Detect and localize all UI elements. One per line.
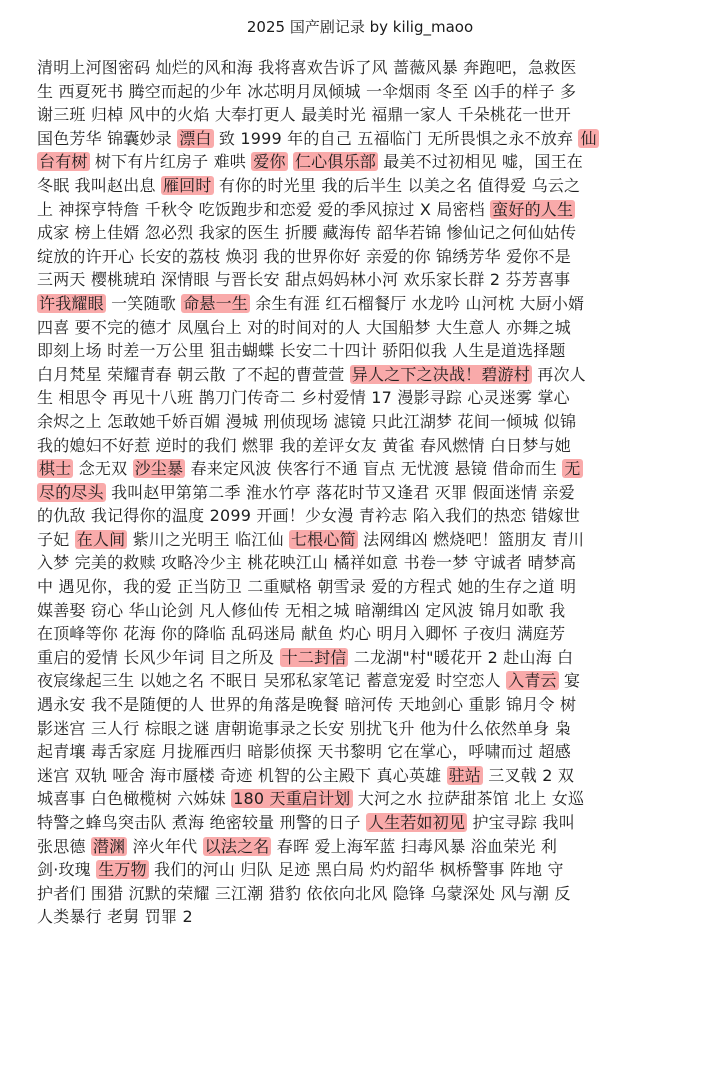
highlighted-title: 台有树 — [39, 152, 88, 172]
highlighted-title: 命悬一生 — [183, 293, 248, 313]
line-text: 淬火年代 — [127, 836, 203, 856]
line-text: 子妃 — [37, 529, 75, 549]
text-line — [37, 740, 691, 764]
line-text: 清明上河图密码 灿烂的风和海 我将喜欢告诉了风 蔷薇风暴 奔跑吧，急救医 — [37, 58, 577, 77]
line-text: 法网缉凶 燃烧吧！篮朋友 青川 — [357, 529, 585, 549]
text-line — [37, 127, 691, 151]
highlighted-title: 十二封信 — [281, 647, 347, 667]
text-line — [37, 363, 691, 387]
line-text: 余生有涯 红石榴餐厅 水龙吟 山河枕 大厨小婿 — [250, 293, 585, 313]
highlighted-title: 仁心俱乐部 — [294, 152, 376, 172]
highlighted-title: 仙 — [580, 128, 597, 148]
line-text: 护宝寻踪 我叫 — [467, 813, 575, 832]
line-text: 致 1999 年的自己 五福临门 无所畏惧之永不放弃 — [213, 128, 579, 148]
highlighted-title: 沙尘暴 — [134, 459, 184, 479]
line-text: 生 相思令 再见十八班 鹊刀门传奇二 乡村爱情 17 漫影寻踪 心灵迷雾 掌心 — [37, 388, 570, 408]
line-text: 绽放的许开心 长安的荔枝 焕羽 我的世界你好 亲爱的你 锦绣芳华 爱你不是 — [37, 246, 571, 266]
line-text: 我们的河山 归队 足迹 黑白局 灼灼韶华 枫桥警事 阵地 守 — [148, 860, 564, 880]
document-title: 2025 国产剧记录 by kilig_maoo — [246, 18, 474, 36]
text-line — [37, 858, 691, 882]
text-line — [37, 905, 691, 929]
highlighted-title: 潜渊 — [92, 836, 126, 856]
text-line — [37, 80, 691, 104]
line-text: 剑·玫瑰 — [37, 860, 97, 880]
text-line — [37, 811, 691, 835]
text-line — [37, 717, 691, 741]
highlighted-title: 生万物 — [98, 860, 147, 880]
line-text: 再次人 — [531, 364, 586, 384]
highlighted-title: 爱你 — [253, 152, 286, 172]
highlighted-title: 蛮好的人生 — [492, 199, 574, 219]
text-line — [37, 339, 691, 363]
highlighted-title: 在人间 — [76, 529, 126, 549]
line-text: 有你的时光里 我的后半生 以美之名 值得爱 乌云之 — [213, 175, 581, 195]
text-line — [37, 646, 691, 670]
line-text: 人类暴行 老舅 罚罪 2 — [37, 907, 193, 927]
highlighted-title: 以法之名 — [204, 836, 270, 856]
text-line — [37, 787, 691, 811]
highlighted-title: 无 — [564, 459, 581, 479]
line-text: 即刻上场 时差一万公里 狙击蝴蝶 长安二十四计 骄阳似我 人生是道选择题 — [37, 341, 566, 361]
line-text: 一笑随歌 — [105, 293, 182, 313]
line-text: 宴 — [558, 671, 581, 691]
highlighted-title: 驻站 — [448, 765, 482, 785]
line-text: 特警之蜂鸟突击队 煮海 绝密较量 刑警的日子 — [37, 813, 366, 832]
text-line — [37, 292, 691, 316]
line-text: 成家 榜上佳婿 忽必烈 我家的医生 折腰 藏海传 韶华若锦 惨仙记之何仙姑传 — [37, 223, 577, 243]
line-text: 树下有片红房子 难哄 — [89, 152, 252, 172]
text-line — [37, 693, 691, 717]
text-line — [37, 457, 691, 481]
line-text: 护者们 围猎 沉默的荣耀 三江潮 猎豹 依依向北风 隐锋 乌蒙深处 风与潮 反 — [37, 883, 571, 903]
highlighted-title: 七根心简 — [290, 529, 356, 549]
line-text: 二龙湖"村"暖花开 2 赴山海 白 — [348, 647, 574, 667]
line-text: 我叫赵甲第第二季 淮水竹亭 落花时节又逢君 灭罪 假面迷情 亲爱 — [105, 482, 575, 502]
highlighted-title: 尽的尽头 — [39, 482, 104, 502]
text-line — [37, 669, 691, 693]
line-text: 谢三班 归棹 风中的火焰 大奉打更人 最美时光 福鼎一家人 千朵桃花一世开 — [37, 105, 571, 125]
line-text: 遇永安 我不是随便的人 世界的角落是晚餐 暗河传 天地剑心 重影 锦月令 树 — [37, 695, 577, 715]
line-text: 三叉戟 2 双 — [483, 765, 575, 785]
text-line — [37, 551, 691, 575]
line-text: 迷宫 双轨 哑舍 海市蜃楼 奇迹 机智的公主殿下 真心英雄 — [37, 765, 447, 785]
line-text: 大河之水 拉萨甜茶馆 北上 女巡 — [352, 789, 585, 809]
line-text: 春晖 爱上海军蓝 扫毒风暴 浴血荣光 利 — [271, 836, 558, 856]
text-line — [37, 481, 691, 505]
line-text: 三两天 樱桃琥珀 深情眼 与晋长安 甜点妈妈林小河 欢乐家长群 2 芬芳喜事 — [37, 270, 571, 290]
highlighted-title: 雁回时 — [162, 175, 212, 195]
text-line — [37, 150, 691, 174]
line-text: 冬眠 我叫赵出息 — [37, 175, 161, 195]
line-text: 的仇敌 我记得你的温度 2099 开画！少女漫 青衿志 陷入我们的热恋 错嫁世 — [37, 506, 581, 526]
text-line — [37, 504, 691, 528]
line-text: 念无双 — [73, 459, 133, 479]
line-text: 我的媳妇不好惹 逆时的我们 燃罪 我的差评女友 黄雀 春风燃情 白日梦与她 — [37, 435, 571, 455]
text-line — [37, 56, 691, 80]
line-text: 紫川之光明王 临江仙 — [127, 529, 289, 549]
highlighted-title: 棋士 — [39, 459, 72, 479]
line-text: 影迷宫 三人行 棕眼之谜 唐朝诡事录之长安 别扰飞升 他为什么依然单身 枭 — [37, 718, 571, 738]
line-text: 张思德 — [37, 836, 91, 856]
text-line — [37, 174, 691, 198]
text-line — [37, 268, 691, 292]
text-line — [37, 599, 691, 623]
highlighted-title: 异人之下之决战！碧游村 — [351, 364, 530, 384]
line-text: 入梦 完美的救赎 攻略冷少主 桃花映江山 橘祥如意 书卷一梦 守诚者 晴梦高 — [37, 553, 577, 573]
line-text: 中 遇见你，我的爱 正当防卫 二重赋格 朝雪录 爱的方程式 她的生存之道 明 — [37, 577, 577, 597]
highlighted-title: 许我耀眼 — [39, 293, 104, 313]
highlighted-title: 180 天重启计划 — [233, 789, 351, 809]
text-line — [37, 245, 691, 269]
line-text: 余烬之上 怎敢她千娇百媚 漫城 刑侦现场 滤镜 只此江湖梦 花间一倾城 似锦 — [37, 411, 577, 431]
highlighted-title: 人生若如初见 — [367, 813, 466, 832]
highlighted-title: 漂白 — [179, 128, 212, 148]
text-line — [37, 103, 691, 127]
text-line — [37, 410, 691, 434]
line-text: 重启的爱情 长风少年词 目之所及 — [37, 647, 280, 667]
highlighted-title: 入青云 — [508, 671, 557, 691]
line-text: 城喜事 白色橄榄树 六姊妹 — [37, 789, 232, 809]
line-text: 春来定风波 侠客行不通 盲点 无忧渡 悬镜 借命而生 — [185, 459, 563, 479]
line-text: 最美不过初相见 嘘，国王在 — [378, 152, 583, 172]
text-line — [37, 434, 691, 458]
line-text: 夜宸缘起三生 以她之名 不眠日 吴邪私家笔记 蓄意宠爱 时空恋人 — [37, 671, 507, 691]
document-body — [37, 56, 691, 929]
text-line — [37, 386, 691, 410]
line-text: 四喜 要不完的德才 凤凰台上 对的时间对的人 大国船梦 大生意人 亦舞之城 — [37, 317, 571, 337]
line-text: 生 西夏死书 腾空而起的少年 冰芯明月凤倾城 一伞烟雨 冬至 凶手的样子 多 — [37, 81, 577, 101]
text-line — [37, 622, 691, 646]
text-line — [37, 528, 691, 552]
line-text: 国色芳华 锦囊妙录 — [37, 128, 178, 148]
line-text: 起青壤 毒舌家庭 月拢雁西归 暗影侦探 天书黎明 它在掌心，呼啸而过 超感 — [37, 742, 571, 762]
line-text: 上 神探亨特詹 千秋令 吃饭跑步和恋爱 爱的季风掠过 X 局密档 — [37, 199, 491, 219]
line-text: 在顶峰等你 花海 你的降临 乱码迷局 献鱼 灼心 明月入卿怀 子夜归 满庭芳 — [37, 624, 566, 644]
text-line — [37, 316, 691, 340]
text-line — [37, 882, 691, 906]
text-line — [37, 575, 691, 599]
line-text: 白月梵星 荣耀青春 朝云散 了不起的曹萱萱 — [37, 364, 350, 384]
text-line — [37, 835, 691, 859]
text-line — [37, 198, 691, 222]
line-text: 媒善娶 窃心 华山论剑 凡人修仙传 无相之城 暗潮缉凶 定风波 锦月如歌 我 — [37, 600, 566, 620]
text-line — [37, 764, 691, 788]
text-line — [37, 221, 691, 245]
